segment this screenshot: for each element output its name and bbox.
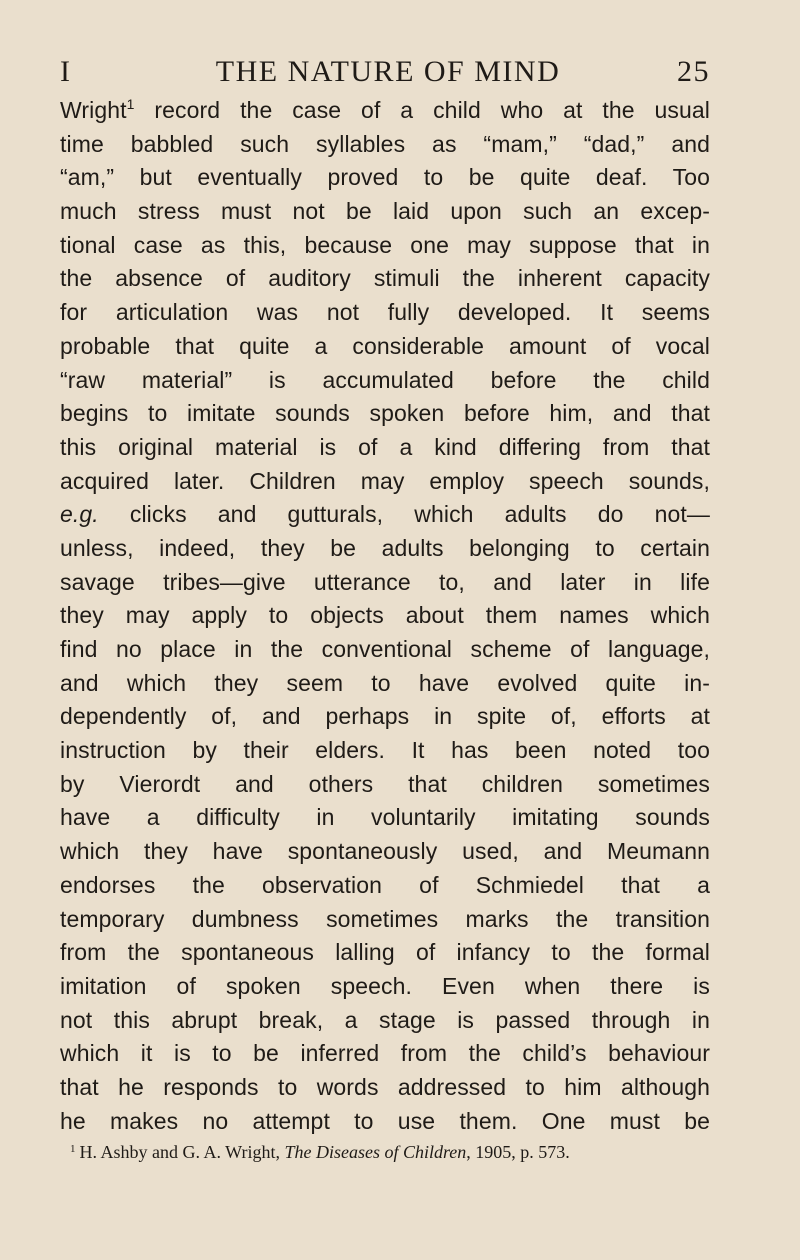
- footnote-authors: H. Ashby and G. A. Wright,: [79, 1142, 285, 1163]
- text-line: [60, 532, 710, 566]
- text-run: this original material is of a kind differing from that: [60, 433, 710, 460]
- text-line: [60, 1004, 710, 1038]
- text-run: time babbled such syllables as “mam,” “dad,” and: [60, 130, 710, 157]
- text-run: have a difficulty in voluntarily imitating sounds: [60, 804, 710, 831]
- footnote-citation: , 1905, p. 573.: [466, 1142, 570, 1163]
- text-line: [60, 330, 710, 364]
- text-line: [60, 161, 710, 195]
- footnote: [60, 1140, 710, 1164]
- text-run: for articulation was not fully developed. It seems: [60, 299, 710, 326]
- text-run: instruction by their elders. It has been noted too: [60, 737, 710, 764]
- text-run: not this abrupt break, a stage is passed through in: [60, 1006, 710, 1033]
- text-line: [60, 364, 710, 398]
- text-line: [60, 262, 710, 296]
- running-title: THE NATURE OF MIND: [215, 55, 561, 88]
- text-line: [60, 498, 710, 532]
- text-run: endorses the observation of Schmiedel that a: [60, 871, 710, 898]
- body-text: [60, 94, 710, 1138]
- text-line: [60, 801, 710, 835]
- text-run: “am,” but eventually proved to be quite deaf. Too: [60, 164, 710, 191]
- book-page: [60, 52, 710, 1164]
- text-line: [60, 970, 710, 1004]
- text-line: [60, 1037, 710, 1071]
- text-run: tional case as this, because one may suppose that in: [60, 231, 710, 258]
- text-line: [60, 1071, 710, 1105]
- text-line: [60, 94, 710, 128]
- footnote-reference: 1: [126, 96, 135, 112]
- text-line: [60, 229, 710, 263]
- text-line: [60, 768, 710, 802]
- text-line: [60, 835, 710, 869]
- text-line: [60, 633, 710, 667]
- text-run: from the spontaneous lalling of infancy to the formal: [60, 939, 710, 966]
- text-run: and which they seem to have evolved quite in-: [60, 669, 710, 696]
- text-line: [60, 903, 710, 937]
- text-run: Wright: [60, 97, 127, 123]
- text-run: which they have spontaneously used, and Meumann: [60, 838, 710, 865]
- text-line: [60, 465, 710, 499]
- text-line: [60, 431, 710, 465]
- text-run: he makes no attempt to use them. One must be: [60, 1107, 710, 1134]
- italic-text-run: e.g.: [60, 501, 99, 528]
- text-line: [60, 667, 710, 701]
- text-line: [60, 566, 710, 600]
- text-line: [60, 128, 710, 162]
- text-run: they may apply to objects about them names which: [60, 602, 710, 629]
- text-run: begins to imitate sounds spoken before him, and that: [60, 400, 710, 427]
- text-run: imitation of spoken speech. Even when there is: [60, 972, 710, 999]
- text-run: which it is to be inferred from the child’s behaviour: [60, 1040, 710, 1067]
- text-line: [60, 700, 710, 734]
- text-run: clicks and gutturals, which adults do not—: [98, 501, 710, 528]
- text-run: record the case of a child who at the usual: [134, 97, 710, 123]
- text-line: [60, 599, 710, 633]
- text-line: [60, 397, 710, 431]
- page-number: 25: [677, 55, 710, 88]
- text-line: [60, 734, 710, 768]
- text-line: [60, 1105, 710, 1139]
- text-run: by Vierordt and others that children sometimes: [60, 770, 710, 797]
- text-line: [60, 195, 710, 229]
- text-run: that he responds to words addressed to him although: [60, 1073, 710, 1100]
- running-head: [60, 52, 710, 92]
- text-line: [60, 936, 710, 970]
- text-run: find no place in the conventional scheme of language,: [60, 636, 710, 662]
- text-run: much stress must not be laid upon such an excep-: [60, 198, 710, 225]
- text-run: savage tribes—give utterance to, and later in life: [60, 568, 710, 595]
- text-run: temporary dumbness sometimes marks the transition: [60, 905, 710, 932]
- chapter-number: I: [60, 55, 72, 88]
- text-run: “raw material” is accumulated before the child: [60, 366, 710, 393]
- text-run: acquired later. Children may employ speech sounds,: [60, 467, 710, 494]
- text-run: the absence of auditory stimuli the inherent capacity: [60, 265, 710, 292]
- footnote-marker: 1: [70, 1143, 76, 1156]
- text-run: unless, indeed, they be adults belonging to certain: [60, 534, 710, 561]
- text-line: [60, 296, 710, 330]
- text-run: dependently of, and perhaps in spite of, efforts at: [60, 703, 710, 730]
- text-line: [60, 869, 710, 903]
- footnote-book-title: The Diseases of Children: [284, 1142, 467, 1163]
- text-run: probable that quite a considerable amount of vocal: [60, 332, 710, 359]
